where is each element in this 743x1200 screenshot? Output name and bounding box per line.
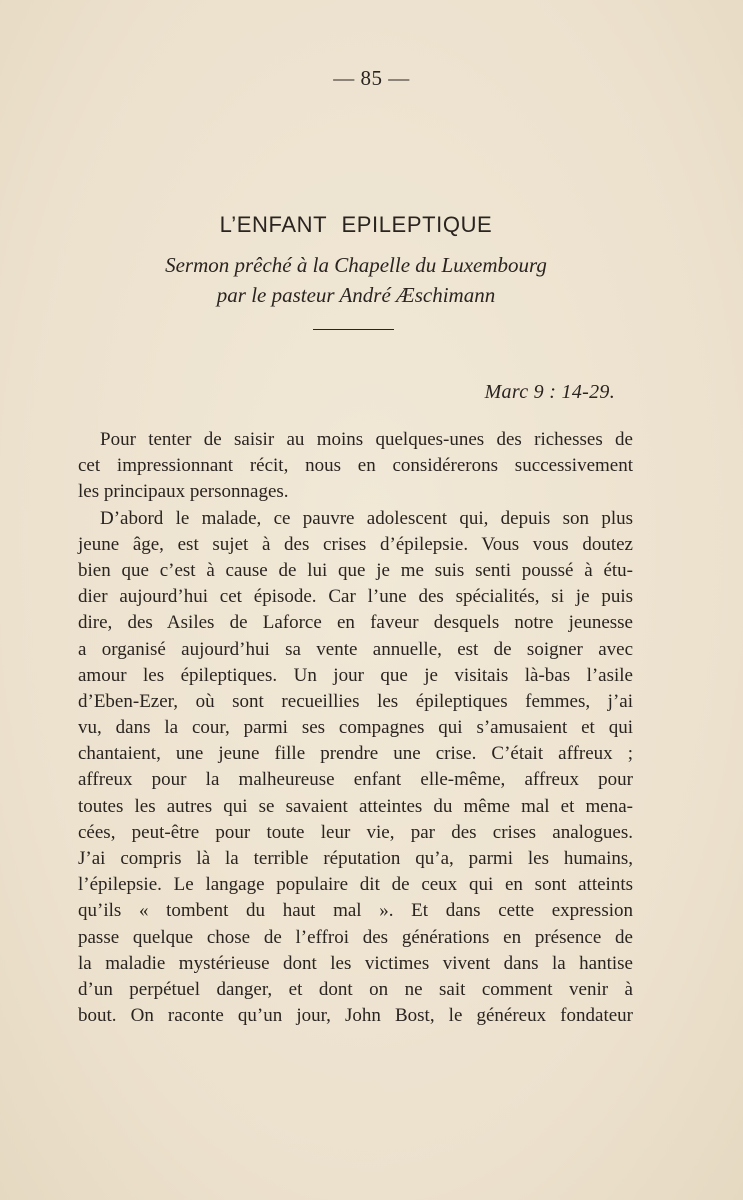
text-line: amour les épileptiques. Un jour que je visitais là-bas l’asile	[78, 664, 633, 686]
text-line: affreux pour la malheureuse enfant elle-même, affreux pour	[78, 769, 633, 791]
subtitle-line-2: par le pasteur André Æschimann	[216, 283, 496, 307]
text-line: l’épilepsie. Le langage populaire dit de ceux qui en sont atteints	[78, 874, 633, 896]
text-line: la maladie mystérieuse dont les victimes vivent dans la hantise	[78, 952, 633, 974]
text-line: jeune âge, est sujet à des crises d’épilepsie. Vous vous doutez	[78, 533, 633, 555]
page-number: — 85 —	[333, 66, 410, 90]
text-line: chantaient, une jeune fille prendre une crise. C’était affreux ;	[78, 743, 633, 765]
text-line: vu, dans la cour, parmi ses compagnes qui s’amusaient et qui	[78, 717, 633, 739]
subtitle-line-1: Sermon prêché à la Chapelle du Luxembourg	[165, 253, 547, 277]
text-line: bout. On raconte qu’un jour, John Bost, le généreux fondateur	[78, 1005, 633, 1027]
sermon-title: L’ENFANT EPILEPTIQUE	[219, 212, 493, 237]
scripture-reference: Marc 9 : 14-29.	[484, 381, 615, 403]
text-line: les principaux personnages.	[78, 481, 289, 503]
text-line: J’ai compris là la terrible réputation qu’a, parmi les humains,	[78, 848, 633, 869]
text-line: dier aujourd’hui cet épisode. Car l’une des spécialités, si je puis	[78, 586, 633, 608]
text-line: passe quelque chose de l’effroi des générations en présence de	[78, 926, 633, 948]
text-line: cet impressionnant récit, nous en considérerons successivement	[78, 455, 633, 477]
text-line: D’abord le malade, ce pauvre adolescent qui, depuis son plus	[100, 507, 633, 529]
text-line: d’Eben-Ezer, où sont recueillies les épileptiques femmes, j’ai	[78, 690, 633, 712]
text-line: a organisé aujourd’hui sa vente annuelle, est de soigner avec	[78, 638, 633, 660]
text-line: cées, peut-être pour toute leur vie, par des crises analogues.	[78, 821, 633, 843]
body-text	[78, 427, 633, 1029]
text-line: toutes les autres qui se savaient atteintes du même mal et mena-	[78, 795, 633, 817]
separator-rule	[313, 329, 394, 330]
text-line: dire, des Asiles de Laforce en faveur desquels notre jeunesse	[78, 612, 633, 634]
text-line: qu’ils « tombent du haut mal ». Et dans cette expression	[78, 900, 633, 922]
text-line: Pour tenter de saisir au moins quelques-unes des richesses de	[100, 429, 633, 450]
text-line: bien que c’est à cause de lui que je me suis senti poussé à étu-	[78, 559, 633, 581]
text-line: d’un perpétuel danger, et dont on ne sait comment venir à	[78, 978, 633, 1000]
